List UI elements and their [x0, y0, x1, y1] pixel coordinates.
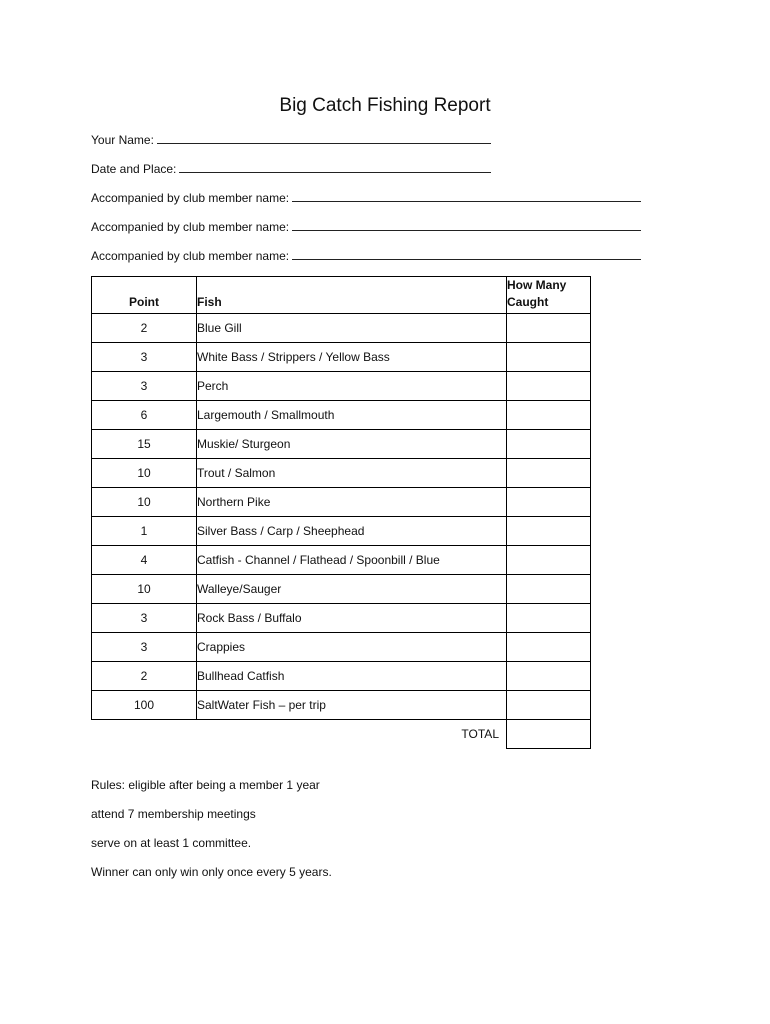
rule-line: Rules: eligible after being a member 1 year: [91, 778, 320, 792]
fish-cell: Northern Pike: [197, 488, 507, 517]
caught-cell[interactable]: [507, 430, 591, 459]
table-row: [92, 517, 591, 546]
table-row: [92, 662, 591, 691]
caught-header-line-2: Caught: [507, 295, 549, 309]
table-row: [92, 401, 591, 430]
field-label: Accompanied by club member name:: [91, 191, 290, 205]
total-row: [92, 720, 591, 749]
fish-cell: Bullhead Catfish: [197, 662, 507, 691]
your-name-field: [91, 126, 491, 155]
point-cell: 6: [92, 401, 197, 430]
table-header-row: [92, 277, 591, 314]
club-member-input-3[interactable]: [292, 247, 641, 260]
rule-line: attend 7 membership meetings: [91, 807, 256, 821]
rules-section: [91, 771, 332, 887]
table-row: [92, 459, 591, 488]
caught-cell[interactable]: [507, 662, 591, 691]
table-row: [92, 430, 591, 459]
fish-cell: SaltWater Fish – per trip: [197, 691, 507, 720]
fish-cell: Catfish - Channel / Flathead / Spoonbill / Blue: [197, 546, 507, 575]
club-member-input-1[interactable]: [292, 189, 641, 202]
point-cell: 3: [92, 633, 197, 662]
caught-cell[interactable]: [507, 575, 591, 604]
point-cell: 2: [92, 314, 197, 343]
caught-cell[interactable]: [507, 517, 591, 546]
caught-cell[interactable]: [507, 314, 591, 343]
total-spacer: [92, 720, 197, 749]
caught-column-header: [507, 277, 591, 314]
fish-cell: Walleye/Sauger: [197, 575, 507, 604]
club-member-field-2: [91, 213, 641, 242]
total-label: TOTAL: [461, 727, 499, 742]
table-row: [92, 633, 591, 662]
field-label: Your Name:: [91, 133, 154, 147]
fish-cell: Rock Bass / Buffalo: [197, 604, 507, 633]
point-cell: 3: [92, 343, 197, 372]
table-row: [92, 372, 591, 401]
point-cell: 3: [92, 604, 197, 633]
table-row: [92, 343, 591, 372]
point-column-header: Point: [92, 277, 197, 314]
caught-cell[interactable]: [507, 633, 591, 662]
point-cell: 100: [92, 691, 197, 720]
caught-cell[interactable]: [507, 488, 591, 517]
table-row: [92, 314, 591, 343]
rule-line: Winner can only win only once every 5 years.: [91, 865, 332, 879]
caught-cell[interactable]: [507, 372, 591, 401]
table-row: [92, 575, 591, 604]
rule-line: serve on at least 1 committee.: [91, 836, 252, 850]
table-row: [92, 604, 591, 633]
fish-cell: Crappies: [197, 633, 507, 662]
caught-cell[interactable]: [507, 343, 591, 372]
table-row: [92, 488, 591, 517]
catch-table: [91, 276, 591, 749]
club-member-input-2[interactable]: [292, 218, 641, 231]
club-member-field-1: [91, 184, 641, 213]
fish-cell: Perch: [197, 372, 507, 401]
caught-cell[interactable]: [507, 691, 591, 720]
fish-cell: Largemouth / Smallmouth: [197, 401, 507, 430]
field-label: Accompanied by club member name:: [91, 249, 290, 263]
club-member-field-3: [91, 242, 641, 271]
field-label: Accompanied by club member name:: [91, 220, 290, 234]
point-cell: 10: [92, 575, 197, 604]
point-cell: 2: [92, 662, 197, 691]
fish-cell: Silver Bass / Carp / Sheephead: [197, 517, 507, 546]
caught-cell[interactable]: [507, 546, 591, 575]
caught-cell[interactable]: [507, 604, 591, 633]
fish-cell: Muskie/ Sturgeon: [197, 430, 507, 459]
caught-cell[interactable]: [507, 401, 591, 430]
point-cell: 15: [92, 430, 197, 459]
caught-cell[interactable]: [507, 459, 591, 488]
date-place-input[interactable]: [179, 160, 491, 173]
fish-column-header: Fish: [197, 277, 507, 314]
point-cell: 4: [92, 546, 197, 575]
form-fields: [91, 126, 641, 271]
fish-cell: Trout / Salmon: [197, 459, 507, 488]
date-place-field: [91, 155, 491, 184]
fish-cell: Blue Gill: [197, 314, 507, 343]
point-cell: 3: [92, 372, 197, 401]
fish-cell: White Bass / Strippers / Yellow Bass: [197, 343, 507, 372]
point-cell: 10: [92, 459, 197, 488]
field-label: Date and Place:: [91, 162, 177, 176]
table-row: [92, 691, 591, 720]
total-caught-cell[interactable]: [507, 720, 591, 749]
point-cell: 10: [92, 488, 197, 517]
caught-header-line-1: How Many: [507, 278, 567, 292]
point-cell: 1: [92, 517, 197, 546]
table-row: [92, 546, 591, 575]
your-name-input[interactable]: [157, 131, 491, 144]
page-title: Big Catch Fishing Report: [279, 95, 491, 116]
